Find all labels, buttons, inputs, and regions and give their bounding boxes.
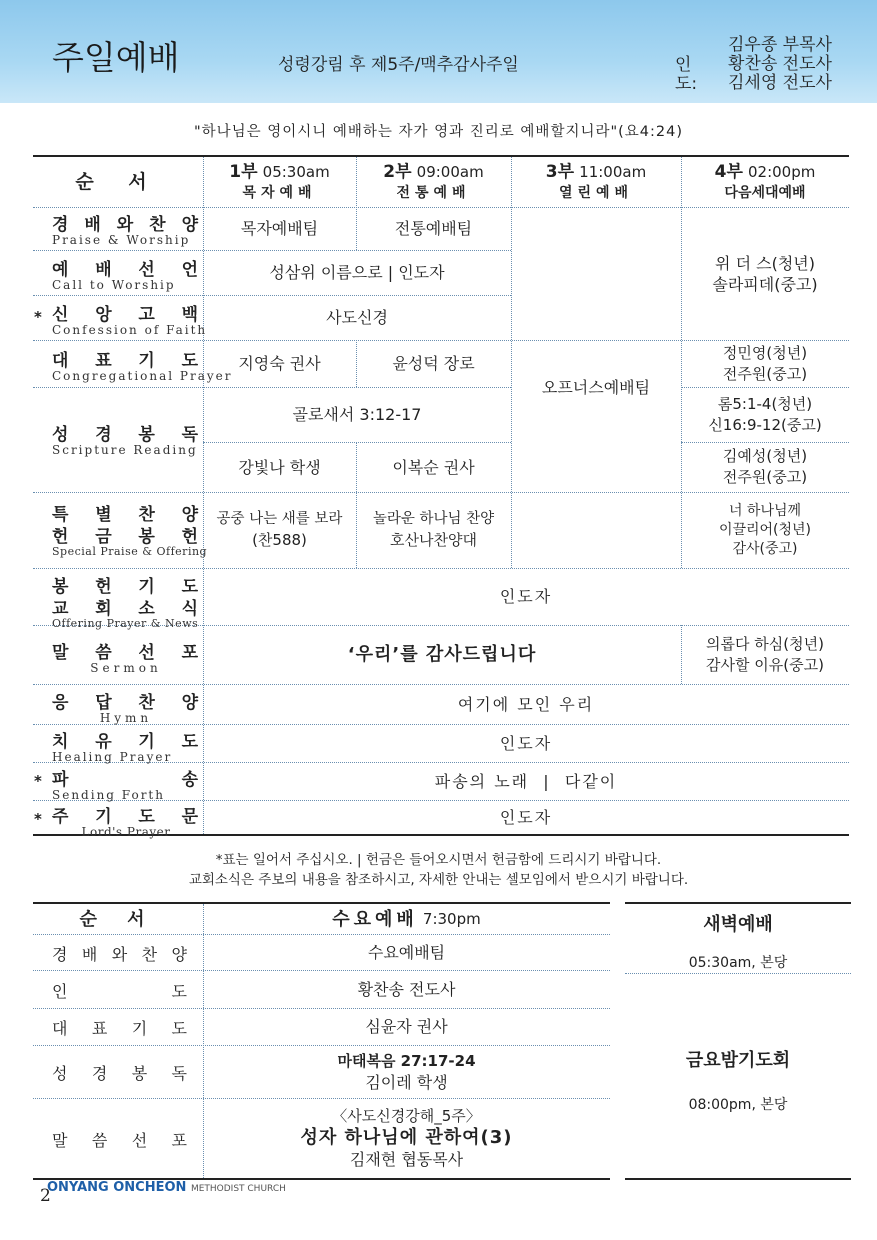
cell-lords: 인도자 — [499, 807, 553, 827]
cell-service3-team: 오프너스예배팀 — [541, 378, 651, 397]
standing-mark: * — [34, 810, 42, 828]
cell-reader-2: 이복순 권사 — [392, 457, 475, 477]
cell-prayer-2: 윤성덕 장로 — [392, 354, 475, 373]
order-header: 순 서 — [75, 170, 161, 193]
wed-label-scripture: 성 경 봉 독 — [52, 1064, 190, 1083]
standing-mark: * — [34, 772, 42, 790]
service-header-4: 4부 02:00pm 다음세대예배 — [714, 161, 816, 201]
cell-service4-scripture: 롬5:1-4(청년) 신16:9-12(중고) — [708, 394, 822, 434]
wed-service-header: 수요예배 7:30pm — [332, 908, 481, 930]
leader-label: 인도: — [675, 55, 698, 94]
service-header-3: 3부 11:00am 열린예배 — [545, 161, 647, 201]
cell-worship-2: 전통예배팀 — [394, 219, 473, 238]
row-label-healing: 치 유 기 도 Healing Prayer — [52, 732, 200, 764]
row-label-scripture: 성 경 봉 독 Scripture Reading — [52, 425, 200, 457]
wed-cell-scripture: 마태복음 27:17-24 김이레 학생 — [337, 1051, 476, 1092]
wed-label-worship: 경 배 와 찬 양 — [52, 945, 190, 964]
cell-hymn: 여기에 모인 우리 — [457, 694, 595, 714]
scripture-verse: "하나님은 영이시니 예배하는 자가 영과 진리로 예배할지니라"(요4:24) — [193, 124, 684, 140]
cell-service4-prayer: 정민영(청년) 전주원(중고) — [722, 343, 808, 383]
dawn-service-info: 05:30am, 본당 — [688, 955, 788, 971]
note-news: 교회소식은 주보의 내용을 참조하시고, 자세한 안내는 셀모임에서 받으시기 바랍니다. — [188, 872, 689, 888]
wed-cell-leader: 황찬송 전도사 — [357, 979, 456, 999]
service-subtitle: 성령강림 후 제5주/맥추감사주일 — [278, 55, 519, 75]
row-label-sending: 파 송 Sending Forth — [52, 770, 200, 802]
standing-mark: * — [34, 308, 42, 326]
row-label-creed: 신 앙 고 백 Confession of Faith — [52, 305, 208, 337]
row-label-offering: 봉 헌 기 도 교 회 소 식 Offering Prayer & News — [52, 577, 200, 630]
cell-service4-reader: 김예성(청년) 전주원(중고) — [722, 447, 808, 486]
sermon-title: ‘우리’를 감사드립니다 — [347, 644, 537, 665]
row-label-call: 예 배 선 언 Call to Worship — [52, 260, 200, 292]
page-number: 2 — [40, 1186, 51, 1206]
leader-name: 김세영 전도사 — [728, 73, 832, 93]
row-label-worship: 경 배 와 찬 양 Praise & Worship — [52, 215, 200, 247]
leader-name: 김우종 부목사 — [728, 35, 832, 55]
wed-order-header: 순 서 — [79, 908, 157, 930]
cell-service4-worship: 위 더 스(청년) 솔라피데(중고) — [712, 253, 818, 294]
wed-label-leader: 인 도 — [52, 982, 190, 1001]
cell-special-2: 놀라운 하나님 찬양 호산나찬양대 — [372, 511, 495, 549]
cell-prayer-1: 지영숙 권사 — [238, 354, 321, 373]
cell-worship-1: 목자예배팀 — [240, 219, 319, 238]
row-label-sermon: 말 씀 선 포 Sermon — [52, 643, 200, 675]
cell-sending: 파송의 노래 | 다같이 — [434, 771, 618, 791]
dawn-service-title: 새벽예배 — [703, 914, 773, 935]
cell-special-1: 공중 나는 새를 보라 (찬588) — [216, 511, 343, 549]
service-header-2: 2부 09:00am 전통예배 — [383, 161, 484, 201]
service-header-1: 1부 05:30am 목자예배 — [229, 161, 330, 201]
wed-label-sermon: 말 씀 선 포 — [52, 1131, 190, 1150]
cell-service4-special: 너 하나님께 이끌리어(청년) 감사(중고) — [718, 502, 812, 557]
cell-service4-sermon: 의롭다 하심(청년) 감사할 이유(중고) — [706, 634, 824, 674]
cell-reader-1: 강빛나 학생 — [238, 457, 321, 477]
cell-healing: 인도자 — [499, 733, 553, 753]
wed-label-prayer: 대 표 기 도 — [52, 1019, 190, 1038]
row-label-lords: 주 기 도 문 Lord's Prayer — [52, 807, 200, 839]
row-label-hymn: 응 답 찬 양 Hymn — [52, 693, 200, 725]
church-logo-text: ONYANG ONCHEON METHODIST CHURCH — [47, 1180, 286, 1195]
cell-creed: 사도신경 — [326, 308, 388, 327]
row-label-special: 특 별 찬 양 헌 금 봉 헌 Special Praise & Offering — [52, 505, 208, 558]
friday-service-title: 금요밤기도회 — [685, 1050, 791, 1071]
friday-service-info: 08:00pm, 본당 — [688, 1097, 788, 1113]
note-standing: *표는 일어서 주십시오. | 헌금은 들어오시면서 헌금함에 드리시기 바랍니다. — [215, 852, 662, 868]
page-title: 주일예배 — [52, 38, 180, 77]
wed-cell-prayer: 심윤자 권사 — [365, 1017, 448, 1036]
leader-name: 황찬송 전도사 — [728, 54, 832, 74]
wed-cell-worship: 수요예배팀 — [367, 942, 446, 962]
cell-offering: 인도자 — [499, 587, 553, 606]
cell-call: 성삼위 이름으로 | 인도자 — [269, 263, 445, 282]
header-banner — [0, 0, 877, 103]
wed-cell-sermon: 〈사도신경강해_5주〉 성자 하나님에 관하여(3) 김재현 협동목사 — [300, 1107, 513, 1169]
row-label-prayer: 대 표 기 도 Congregational Prayer — [52, 351, 233, 383]
cell-scripture-passage: 골로새서 3:12-17 — [292, 405, 422, 424]
